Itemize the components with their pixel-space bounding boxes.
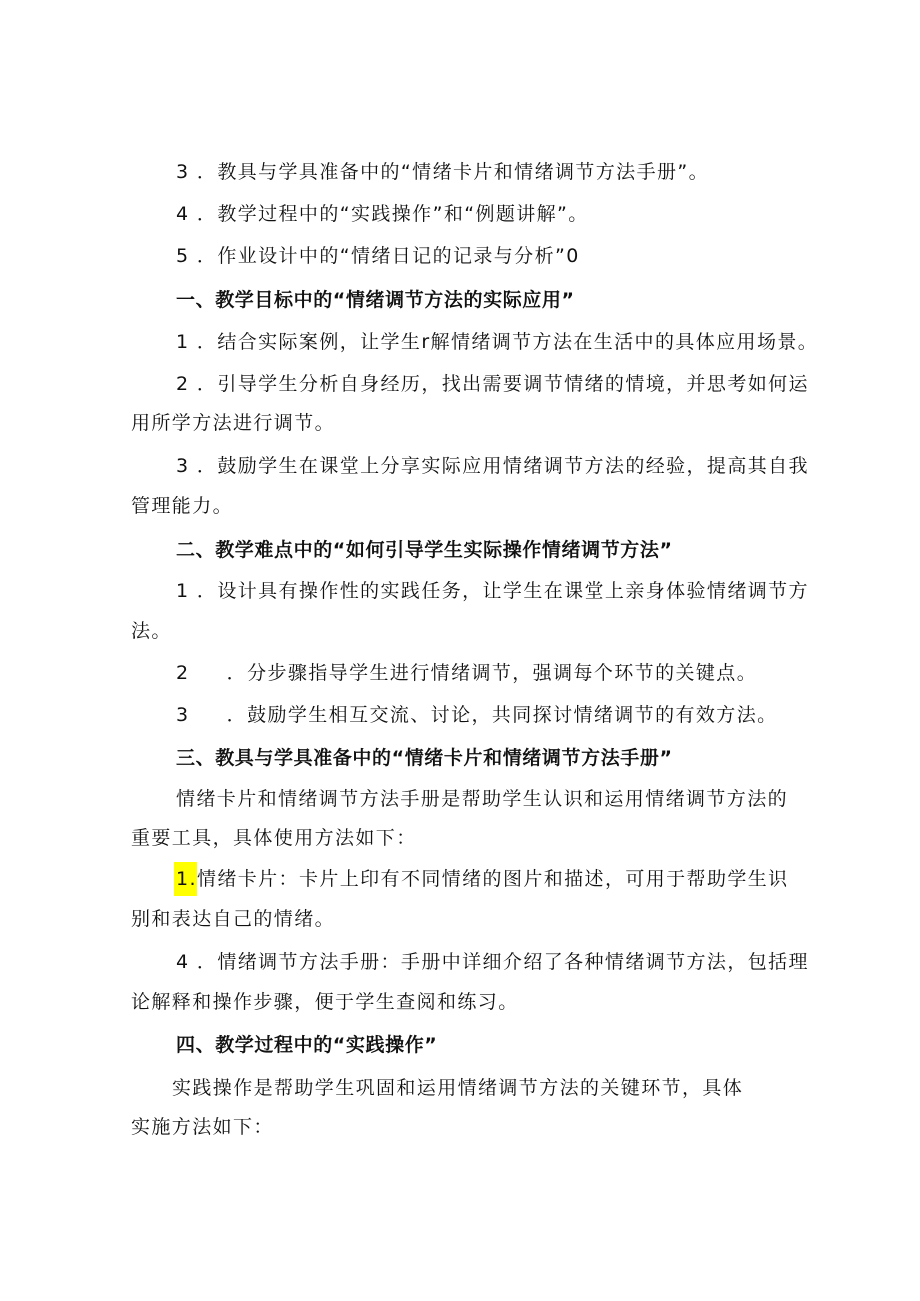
highlight-mark: 1. [174,862,197,896]
paragraph-line: 重要工具，具体使用方法如下： [131,827,417,849]
paragraph-line: 情绪卡片：卡片上印有不同情绪的图片和描述，可用于帮助学生识 [196,868,789,890]
list-item-4: 4 ．教学过程中的“实践操作”和“例题讲解”。 [176,203,589,225]
list-item-3: 3 ．教具与学具准备中的“情绪卡片和情绪调节方法手册”。 [176,161,710,183]
section-heading-3: 三、教具与学具准备中的“情绪卡片和情绪调节方法手册” [176,747,673,769]
paragraph-line: 管理能力。 [131,495,234,517]
section-heading-2: 二、教学难点中的“如何引导学生实际操作情绪调节方法” [176,539,673,561]
section-heading-4: 四、教学过程中的“实践操作” [176,1034,438,1056]
paragraph-line: 2 ．引导学生分析自身经历，找出需要调节情绪的情境，并思考如何运 [176,373,809,395]
paragraph-line: 用所学方法进行调节。 [131,412,336,434]
paragraph-line: 情绪卡片和情绪调节方法手册是帮助学生认识和运用情绪调节方法的 [176,788,789,810]
list-item-5: 5 ．作业设计中的“情绪日记的记录与分析”0 [176,245,580,267]
paragraph-line: 3 ．鼓励学生相互交流、讨论，共同探讨情绪调节的有效方法。 [176,704,778,726]
paragraph-line: 别和表达自己的情绪。 [131,908,336,930]
paragraph-line: 1 ．结合实际案例，让学生r解情绪调节方法在生活中的具体应用场景。 [176,331,819,353]
paragraph-line: 法。 [131,620,172,642]
highlighted-list-number [174,866,789,892]
paragraph-line: 实践操作是帮助学生巩固和运用情绪调节方法的关键环节，具体 [172,1077,744,1099]
paragraph-line: 4 ．情绪调节方法手册：手册中详细介绍了各种情绪调节方法，包括理 [176,951,809,973]
paragraph-line: 3 ．鼓励学生在课堂上分享实际应用情绪调节方法的经验，提高其自我 [176,455,809,477]
paragraph-line: 实施方法如下： [131,1116,274,1138]
paragraph-line: 1 ．设计具有操作性的实践任务，让学生在课堂上亲身体验情绪调节方 [176,580,809,602]
paragraph-line: 2 ．分步骤指导学生进行情绪调节，强调每个环节的关键点。 [176,662,758,684]
paragraph-line: 论解释和操作步骤，便于学生查阅和练习。 [131,991,519,1013]
section-heading-1: 一、教学目标中的“情绪调节方法的实际应用” [176,289,575,311]
